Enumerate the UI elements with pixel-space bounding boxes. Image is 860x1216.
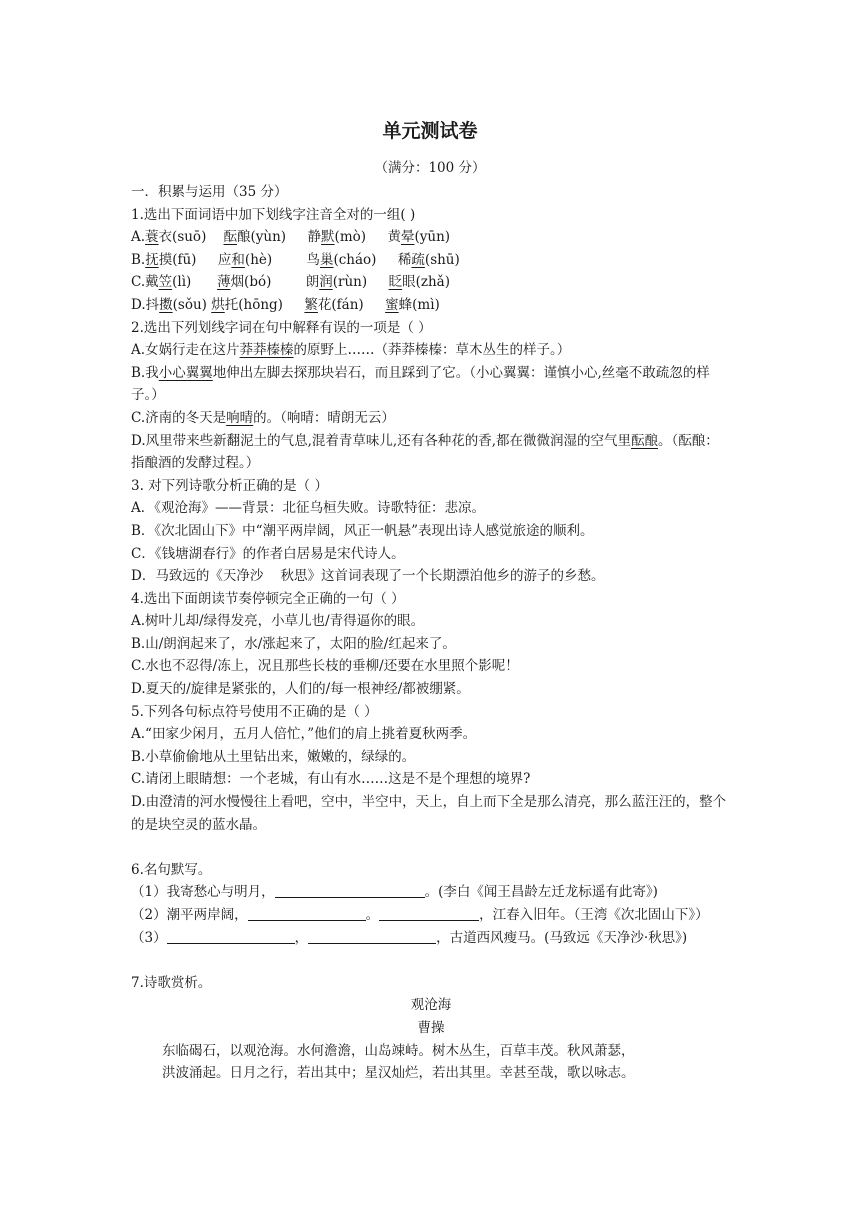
pinyin-text: (hè) [244,251,273,268]
page-subtitle: （满分：100 分） [374,160,486,176]
answer-blank[interactable] [248,906,366,921]
pinyin-text: 酿(yùn) [237,229,287,246]
pinyin-text: 摸(fū) [158,251,197,268]
q7-stem: 7.诗歌赏析。 [131,974,212,991]
page-title: 单元测试卷 [382,120,478,142]
underlined-word: 响晴 [226,409,254,426]
underlined-char: 默 [321,229,335,246]
q4-option-c: C.水也不忍得/冻上，况且那些长枝的垂柳/还要在水里照个影呢！ [131,658,519,675]
question-text: （2）潮平两岸阔， [131,907,248,923]
option-text: D.风里带来些新翻泥土的气息,混着青草味儿,还有各种花的香,都在微微润湿的空气里 [131,432,632,449]
plain-char: 黄 [387,229,401,246]
question-text: ，古道西风瘦马。(马致远《天净沙·秋思》) [436,929,688,946]
option-text: C.济南的冬天是 [131,409,227,426]
q5-stem: 5.下列各句标点符号使用不正确的是（ ） [131,703,378,720]
pinyin-text: 烟(bó) [230,274,272,291]
poem-title: 观沧海 [410,997,452,1014]
q3-option-a: A．《观沧海》——背景：北征乌桓失败。诗歌特征：悲凉。 [131,500,485,517]
poem-line: 东临碣石，以观沧海。水何澹澹，山岛竦峙。树木丛生，百草丰茂。秋风萧瑟， [162,1042,635,1059]
pinyin-text: 蜂(mì) [398,296,440,313]
underlined-char: 润 [319,274,333,291]
question-text: ， [294,929,309,946]
q6-stem: 6.名句默写。 [131,861,212,878]
q2-option-c [131,407,731,430]
poem-author: 曹操 [417,1019,445,1036]
q5-option-d: D.由澄清的河水慢慢往上看吧，空中，半空中，天上，自上而下全是那么清亮，那么蓝汪汪的，整个的是块空灵的蓝水晶。 [131,794,727,833]
underlined-word: 小心翼翼 [158,364,213,381]
underlined-char: 抚 [145,251,159,268]
q4-option-a: A.树叶儿却/绿得发亮，小草儿也/青得逼你的眼。 [131,613,425,630]
underlined-word: 莽莽榛榛 [239,342,294,359]
underlined-char: 蜜 [385,296,399,313]
pinyin-text: 托(hōng) [224,296,283,313]
spacer [131,836,731,859]
q5-option-c: C.请闭上眼睛想：一个老城，有山有水……这是不是个理想的境界? [131,771,531,788]
pinyin-text: (lì) [172,274,192,291]
underlined-char: 蓑 [145,229,159,246]
q4-option-b: B.山/朗润起来了，水/涨起来了，太阳的脸/红起来了。 [131,635,456,652]
answer-blank[interactable] [308,929,436,944]
option-text: 的原野上……（莽莽榛榛：草木丛生的样子。） [293,342,571,359]
q3-option-c: C．《钱塘湖春行》的作者白居易是宋代诗人。 [131,545,405,562]
underlined-char: 晕 [400,229,415,246]
question-text: 。 [365,907,380,923]
plain-char: 稀 [397,251,412,268]
answer-blank[interactable] [379,906,479,921]
q1-option-b [131,249,731,272]
q2-stem: 2.选出下列划线字词在句中解释有误的一项是（ ） [131,319,432,336]
option-prefix: B. [131,251,146,268]
plain-char: 鸟 [306,251,320,268]
question-text: （1）我寄愁心与明月， [131,884,275,901]
q6-line-3 [131,927,731,950]
option-prefix: A. [131,229,146,246]
question-text: ，江春入旧年。（王湾《次北固山下》） [479,907,709,923]
underlined-char: 笠 [158,274,173,291]
option-text: 地伸出左脚去探那块岩石，而且踩到了它。（小心翼翼：谨慎小心,丝毫不敢疏忽的样子。） [131,364,710,404]
underlined-char: 眨 [388,274,403,291]
pinyin-text: (mò) [334,229,367,246]
underlined-char: 酝 [223,229,238,246]
pinyin-text: 眼(zhǎ) [402,274,450,291]
q2-option-b [131,362,731,407]
q6-line-1 [131,881,731,904]
answer-blank[interactable] [167,929,295,944]
pinyin-text: (shū) [424,251,460,268]
q1-option-c [131,271,731,294]
underlined-char: 巢 [319,251,334,268]
option-prefix: D.抖 [131,296,160,313]
underlined-char: 薄 [217,274,231,291]
question-text: 。(李白《闻王昌龄左迁龙标遥有此寄》) [424,884,658,901]
pinyin-text: 衣(suō) [158,229,207,246]
option-text: B.我 [131,364,159,381]
answer-blank[interactable] [275,883,425,898]
question-text: （3） [131,929,167,946]
pinyin-text: (cháo) [333,251,377,268]
q3-stem: 3. 对下列诗歌分析正确的是（ ） [131,477,328,494]
option-text: A.女娲行走在这片 [131,342,240,359]
exam-content [131,181,731,1085]
plain-char: 朗 [305,274,320,291]
underlined-char: 烘 [211,296,225,313]
q1-stem: 1.选出下面词语中加下划线字注音全对的一组( ) [131,206,416,223]
section-heading: 一．积累与运用（35 分） [131,184,288,200]
option-text: 。（酝酿：指酿酒的发酵过程。） [131,432,719,472]
q2-option-a [131,339,731,362]
pinyin-text: 花(fán) [317,296,364,313]
pinyin-text: (yūn) [414,229,451,246]
q3-option-b: B．《次北固山下》中“潮平两岸阔，风正一帆悬”表现出诗人感觉旅途的顺利。 [131,522,594,539]
q6-line-2 [131,904,731,927]
underlined-char: 疏 [411,251,425,268]
pinyin-text: (rùn) [332,274,368,291]
q1-option-d [131,294,731,317]
option-text: 的。（响晴：晴朗无云） [253,409,395,426]
q1-option-a [131,226,731,249]
option-prefix: C.戴 [131,274,159,291]
q5-option-a: A.“田家少闲月，五月人倍忙，”他们的肩上挑着夏秋两季。 [131,726,477,743]
underlined-word: 酝酿 [631,432,659,449]
plain-char: 应 [217,251,232,268]
q2-option-d [131,430,731,475]
underlined-char: 和 [231,251,245,268]
poem-line: 洪波涌起。日月之行，若出其中；星汉灿烂，若出其里。幸甚至哉，歌以咏志。 [162,1065,635,1082]
underlined-char: 擞 [159,296,173,313]
q4-stem: 4.选出下面朗读节奏停顿完全正确的一句（ ） [131,590,405,607]
spacer [131,949,731,972]
q3-option-d: D．马致远的《天净沙 秋思》这首词表现了一个长期漂泊他乡的游子的乡愁。 [131,568,605,585]
q5-option-b: B.小草偷偷地从土里钻出来，嫩嫩的，绿绿的。 [131,748,416,765]
underlined-char: 繁 [304,296,318,313]
q4-option-d: D.夏天的/旋律是紧张的，人们的/每一根神经/都被绷紧。 [131,681,470,698]
pinyin-text: (sǒu) [172,296,207,313]
plain-char: 静 [307,229,322,246]
